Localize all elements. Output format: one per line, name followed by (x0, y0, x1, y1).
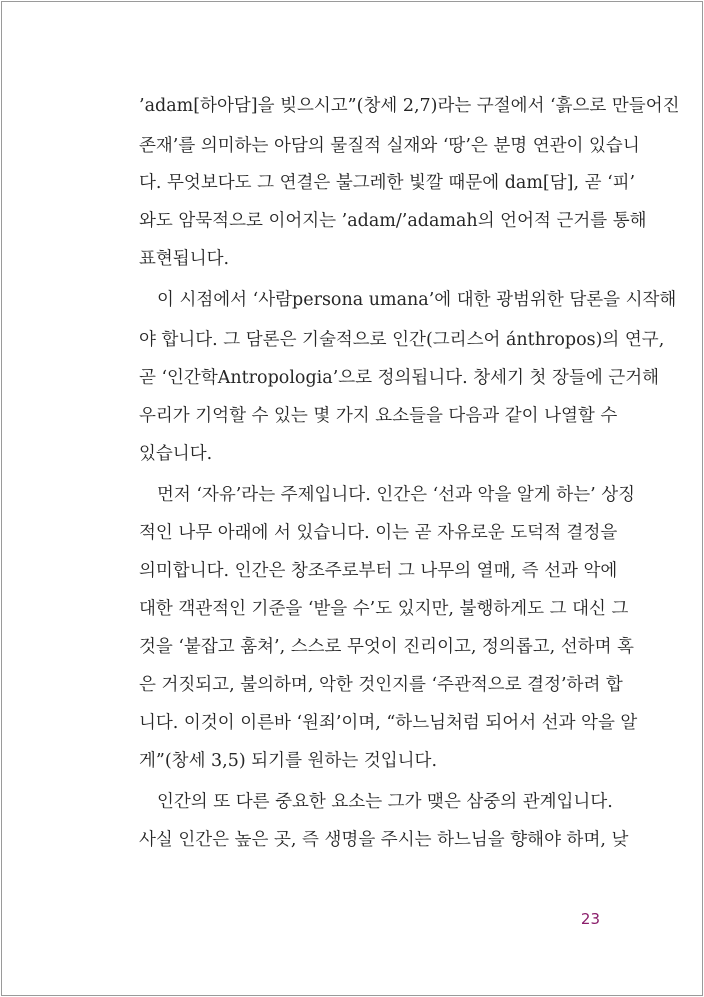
text-line: 우리가 기억할 수 있는 몇 가지 요소들을 다음과 같이 나열할 수 (139, 406, 618, 426)
text-line: 와도 암묵적으로 이어지는 ’adam/’adamah의 언어적 근거를 통해 (139, 211, 647, 231)
text-line: 대한 객관적인 기준을 ‘받을 수’도 있지만, 불행하게도 그 대신 그 (139, 599, 629, 619)
text-line: 표현됩니다. (139, 249, 230, 269)
text-line: 사실 인간은 높은 곳, 즉 생명을 주시는 하느님을 향해야 하며, 낮 (139, 830, 629, 850)
text-line: 인간의 또 다른 중요한 요소는 그가 맺은 삼중의 관계입니다. (157, 792, 613, 812)
text-line: 적인 나무 아래에 서 있습니다. 이는 곧 자유로운 도덕적 결정을 (139, 523, 618, 543)
text-line: 다. 무엇보다도 그 연결은 불그레한 빛깔 때문에 dam[담], 곧 ‘피’ (139, 173, 636, 193)
page-number: 23 (580, 910, 600, 928)
text-line: 의미합니다. 인간은 창조주로부터 그 나무의 열매, 즉 선과 악에 (139, 561, 618, 581)
text-line: 존재’를 의미하는 아담의 물질적 실재와 ‘땅’은 분명 연관이 있습니 (139, 136, 640, 156)
text-line: 먼저 ‘자유’라는 주제입니다. 인간은 ‘선과 악을 알게 하는’ 상징 (157, 485, 636, 505)
text-line: 게”(창세 3,5) 되기를 원하는 것입니다. (139, 751, 438, 771)
text-line: 야 합니다. 그 담론은 기술적으로 인간(그리스어 ánthropos)의 연구, (139, 330, 665, 350)
text-line: 이 시점에서 ‘사람persona umana’에 대한 광범위한 담론을 시작해 (157, 290, 677, 310)
text-line: 니다. 이것이 이른바 ‘원죄’이며, “하느님처럼 되어서 선과 악을 알 (139, 713, 638, 733)
text-line: 은 거짓되고, 불의하며, 악한 것인지를 ‘주관적으로 결정’하려 합 (139, 675, 623, 695)
text-line: ’adam[하아담]을 빚으시고”(창세 2,7)라는 구절에서 ‘흙으로 만들어진 (139, 96, 680, 116)
page-frame (1, 1, 703, 996)
text-line: 것을 ‘붙잡고 훔쳐’, 스스로 무엇이 진리이고, 정의롭고, 선하며 혹 (139, 637, 634, 657)
text-line: 있습니다. (139, 444, 213, 464)
text-line: 곧 ‘인간학Antropologia’으로 정의됩니다. 창세기 첫 장들에 근거해 (139, 368, 660, 388)
